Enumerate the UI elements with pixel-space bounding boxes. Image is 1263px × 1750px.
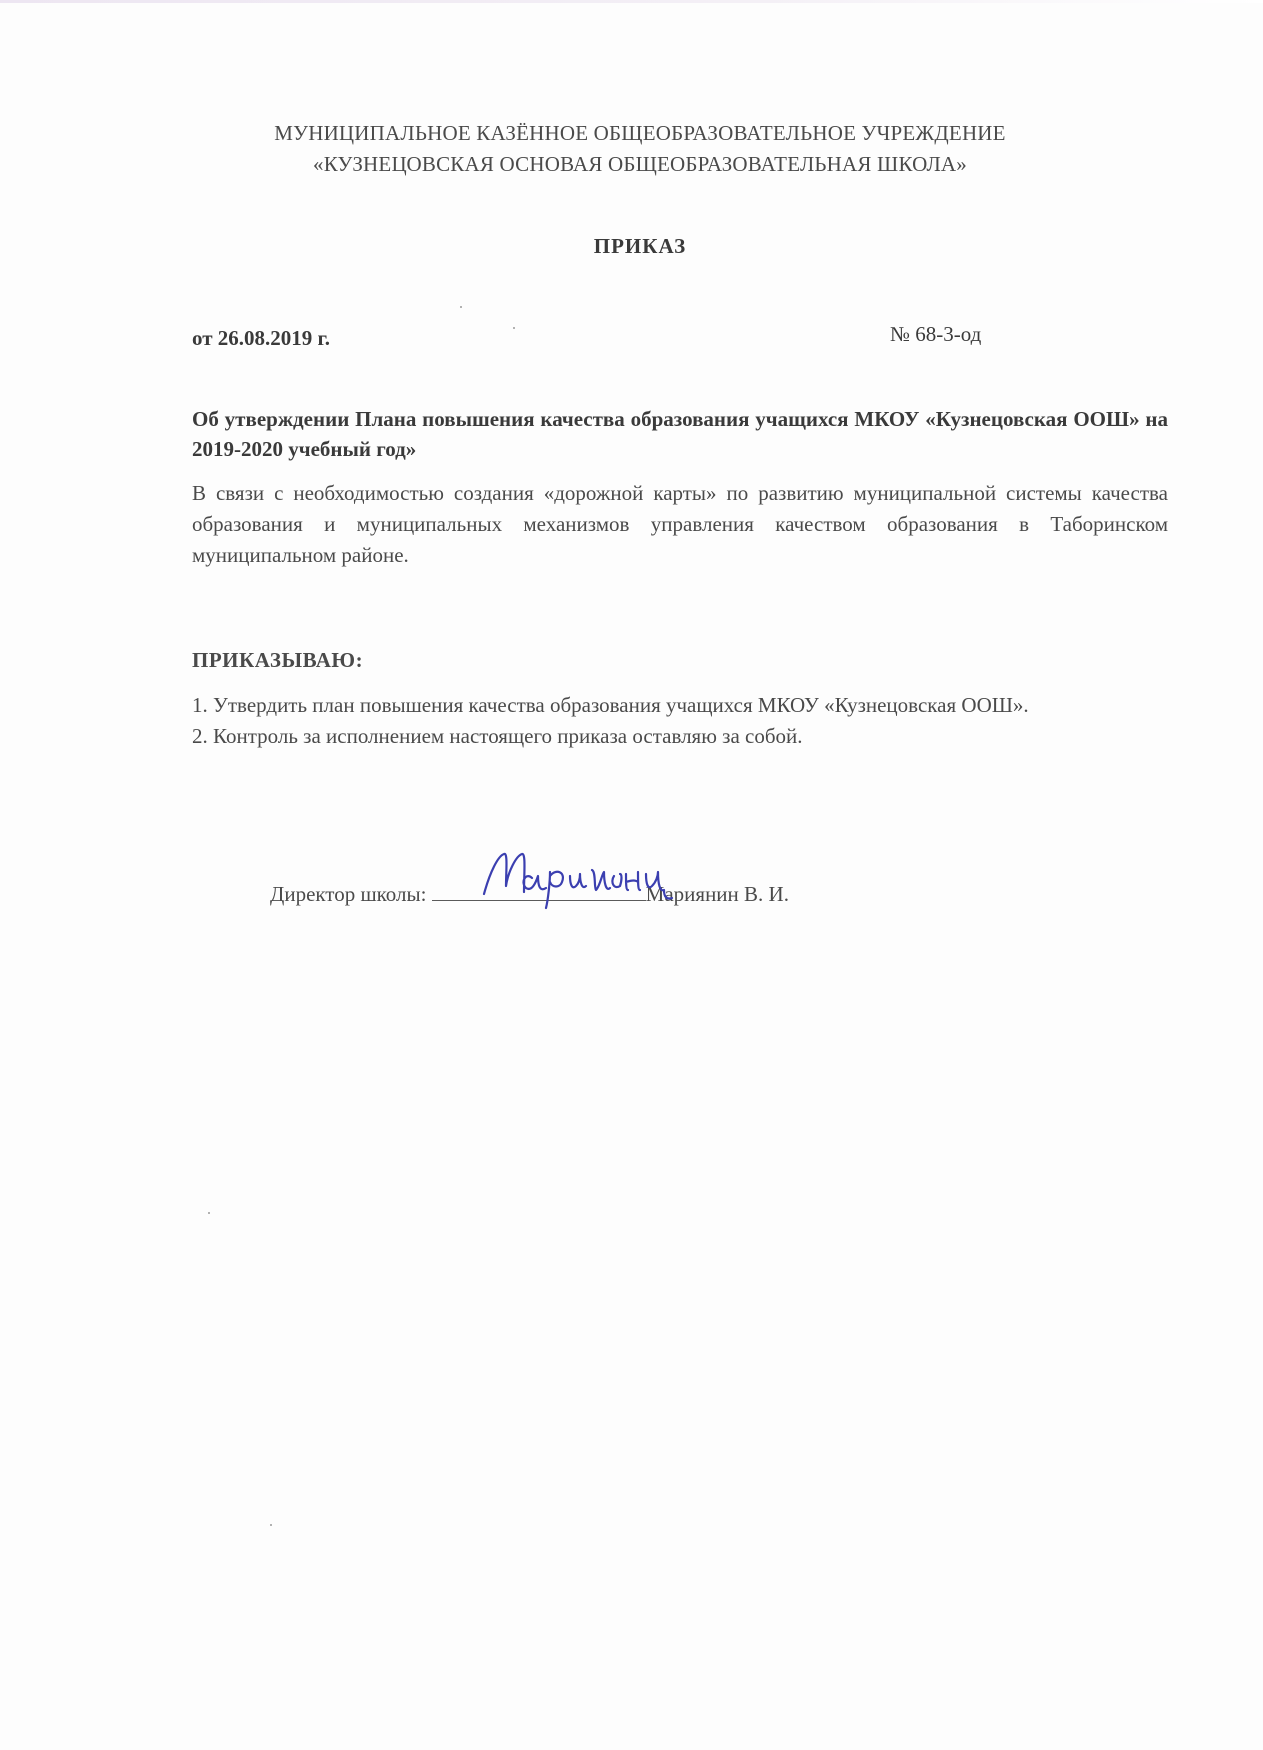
order-directive-heading: ПРИКАЗЫВАЮ: (192, 648, 364, 672)
scan-speck (460, 306, 462, 308)
order-item-1: 1. Утвердить план повышения качества образования учащихся МКОУ «Кузнецовская ООШ». (192, 693, 1029, 717)
signature-name: Мариянин В. И. (645, 882, 789, 906)
order-date: от 26.08.2019 г. (192, 326, 330, 350)
scan-speck (208, 1212, 210, 1214)
handwritten-signature (476, 842, 696, 912)
scan-speck (270, 1524, 272, 1526)
order-number: № 68-3-од (890, 322, 982, 346)
institution-header-line-2: «КУЗНЕЦОВСКАЯ ОСНОВАЯ ОБЩЕОБРАЗОВАТЕЛЬНАЯ ШКОЛА» (313, 152, 967, 176)
scan-edge (0, 0, 1263, 3)
institution-header-line-1: МУНИЦИПАЛЬНОЕ КАЗЁННОЕ ОБЩЕОБРАЗОВАТЕЛЬНОЕ УЧРЕЖДЕНИЕ (274, 121, 1006, 145)
scan-speck (513, 327, 515, 329)
signature-position-label: Директор школы: (270, 882, 427, 906)
order-preamble: В связи с необходимостью создания «дорожной карты» по развитию муниципальной системы качества образования и муниципальных механизмов управления качеством образования в Таборинском муниципальном районе. (192, 481, 1168, 567)
order-items (192, 690, 1168, 752)
order-item-2: 2. Контроль за исполнением настоящего приказа оставляю за собой. (192, 724, 803, 748)
document-title: ПРИКАЗ (593, 234, 687, 258)
institution-header (160, 118, 1120, 180)
order-subject: Об утверждении Плана повышения качества образования учащихся МКОУ «Кузнецовская ООШ» на 2019-2020 учебный год» (192, 407, 1168, 461)
